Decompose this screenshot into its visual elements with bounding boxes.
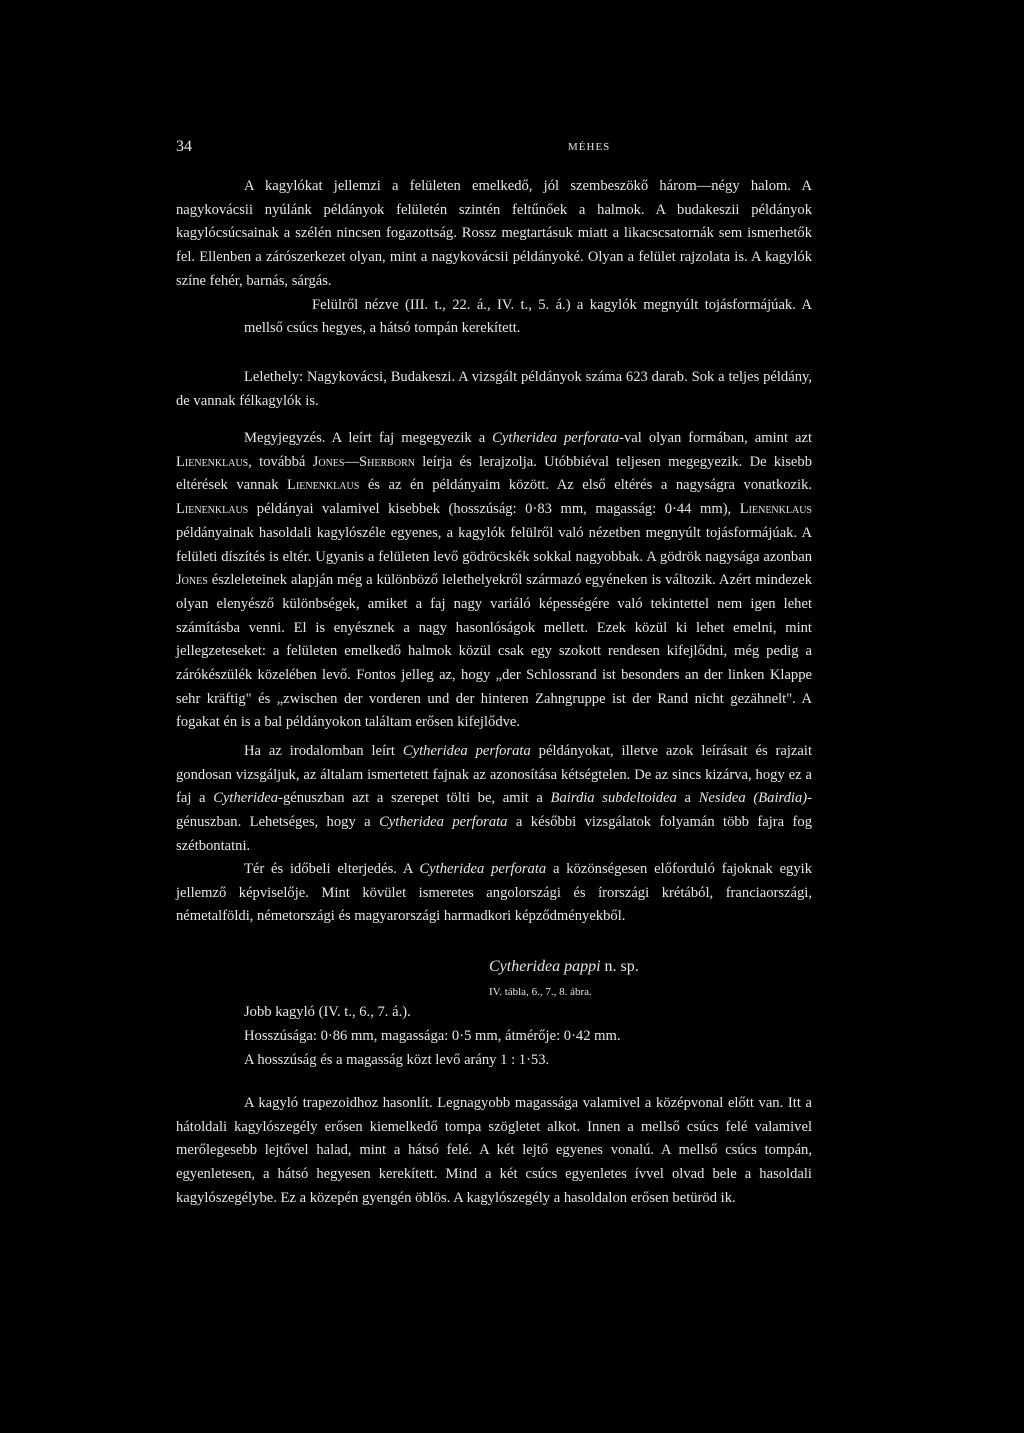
genus-name: Cytheridea	[213, 790, 279, 807]
running-head: MÉHES	[568, 141, 611, 153]
text-run: , továbbá	[248, 453, 313, 470]
page-header	[176, 138, 812, 158]
plate-reference: IV. tábla, 6., 7., 8. ábra.	[489, 986, 592, 998]
species-heading	[489, 958, 639, 976]
literature-text	[176, 740, 812, 859]
text-run: észleleteinek alapján még a különböző lelethelyekről származó egyéneken is változik. Azért mindezek olyan elenyésző különbségek, amiket a faj nagy variáló képességére való tekintettel nem igen lehet számításba venni. El is enyésznek a nagy hasonlóságok mellett. Ezek közül ki lehet emelni, mint jellegzeteseket: a felületen emelkedő halmok közül csak egy szokott rendesen kifejlődni, még pedig a zárókészülék közelében levő. Fontos jelleg az, hogy „der Schlossrand ist besonders an der linken Klappe sehr kräftig" és „zwischen der vorderen und der hinteren Zahngruppe ist der Rand nicht gezähnelt". A fogakat én is a bal példányokon találtam erősen kifejlődve.	[176, 572, 812, 731]
specimen-line-3: A hosszúság és a magasság közt levő arány 1 : 1·53.	[244, 1052, 550, 1068]
text-run: példányai valamivel kisebbek (hosszúság: 0·83 mm, magasság: 0·44 mm),	[248, 501, 740, 518]
text-run: -génuszban. Lehetséges, hogy a	[176, 790, 813, 831]
specimen-line-2: Hosszúsága: 0·86 mm, magassága: 0·5 mm, átmérője: 0·42 mm.	[244, 1028, 621, 1044]
paragraph-distribution	[176, 858, 812, 929]
author-name: Lienenklaus	[739, 501, 812, 518]
author-name: Lienenklaus	[176, 501, 249, 518]
paragraph-description	[176, 1092, 812, 1211]
text-run: leírja és lerajzolja. Utóbbiéval teljesen megegyezik. De kisebb eltérések vannak	[176, 453, 812, 494]
species-name: Cytheridea perforata	[419, 861, 547, 877]
locality-text: Lelethely: Nagykovácsi, Budakeszi. A vizsgált példányok száma 623 darab. Sok a teljes példány, de vannak félkagylók is.	[176, 369, 812, 409]
note-text	[176, 427, 812, 735]
genus-name: Nesidea (Bairdia)	[698, 790, 808, 807]
species-name: Bairdia subdeltoidea	[550, 790, 677, 807]
paragraph-literature	[176, 740, 812, 859]
species-name: Cytheridea perforata	[379, 814, 508, 831]
text-run: a későbbi vizsgálatok folyamán több fajra fog szétbontatni.	[176, 814, 812, 854]
species-name: Cytheridea perforata	[402, 743, 531, 759]
species-title: Cytheridea pappi	[489, 958, 601, 975]
text-run: -val olyan formában, amint azt	[619, 430, 812, 446]
text-run: példányokat, illetve azok leírásait és rajzait gondosan vizsgáljuk, az általam ismertetett fajnak az azonosítása kétségtelen. De az sincs kizárva, hogy ez a faj a	[176, 743, 812, 807]
specimen-line-1: Jobb kagyló (IV. t., 6., 7. á.).	[244, 1004, 411, 1020]
paragraph-text-2: Felülről nézve (III. t., 22. á., IV. t., 5. á.) a kagylók megnyúlt tojásformájúak. A mellső csúcs hegyes, a hátsó tompán kerekített.	[244, 296, 812, 337]
text-run: példányainak hasoldali kagylószéle egyenes, a kagylók felülről való nézetben megnyúlt tojásformájúak. A felületi díszítés is eltér. Ugyanis a felületen levő gödröcskék sokkal nagyobbak. A gödrök nagysága azonban	[176, 524, 812, 565]
text-run: Tér és időbeli elterjedés. A	[244, 861, 420, 877]
author-name: Lienenklaus	[176, 453, 249, 470]
author-name: Lienenklaus	[287, 477, 360, 494]
paragraph-note	[176, 427, 812, 735]
species-suffix: n. sp.	[600, 958, 639, 975]
paragraph-text: A kagylókat jellemzi a felületen emelkedő, jól szembeszökő három—négy halom. A nagykovácsii nyúlánk példányok felületén szintén feltűnőek a halmok. A budakeszii példányok kagylócsúcsainak a szélén nincsen fogazottság. Rossz megtartásuk miatt a likacscsatornák sem ismerhetők fel. Ellenben a zárószerkezet olyan, mint a nagykovácsii példányoké. Olyan a felület rajzolata is. A kagylók színe fehér, barnás, sárgás.	[176, 178, 812, 289]
author-name: Jones—Sherborn	[312, 453, 415, 470]
text-run: Ha az irodalomban leírt	[244, 743, 403, 759]
text-run: Megyjegyzés. A leírt faj megegyezik a	[244, 430, 493, 446]
description-text: A kagyló trapezoidhoz hasonlít. Legnagyobb magassága valamivel a középvonal előtt van. Itt a hátoldali kagylószegély erősen kiemelkedő tompa szögletet alkot. Innen a mellső csúcs felé valamivel merőlegesebb lejtővel halad, mint a hátsó felé. A két lejtő egyenes vonalú. A mellső csúcs tompán, egyenletesen, a hátsó hegyesen kerekített. Mind a két csúcs egyenletes ívvel olvad bele a hasoldali kagylószegélybe. Ez a közepén gyengén öblös. A kagylószegély a hasoldalon erősen betüröd ik.	[176, 1095, 812, 1206]
author-name: Jones	[176, 572, 208, 589]
species-name: Cytheridea perforata	[492, 430, 620, 446]
text-run: a	[676, 790, 699, 807]
paragraph-locality	[176, 366, 812, 413]
paragraph-body-1	[176, 175, 812, 341]
text-run: és az én példányaim között. Az első eltérés a nagyságra vonatkozik.	[359, 477, 813, 494]
distribution-text	[176, 858, 812, 929]
text-run: -génuszban azt a szerepet tölti be, amit a	[278, 790, 551, 807]
page-number: 34	[176, 138, 192, 155]
paragraph-shell-features	[176, 175, 812, 341]
text-run: a közönségesen előforduló fajoknak egyik jellemző képviselője. Mint kövület ismeretes angolországi és írországi krétából, franciaországi, németalföldi, németországi és magyarországi harmadkori képződményekből.	[176, 861, 812, 925]
